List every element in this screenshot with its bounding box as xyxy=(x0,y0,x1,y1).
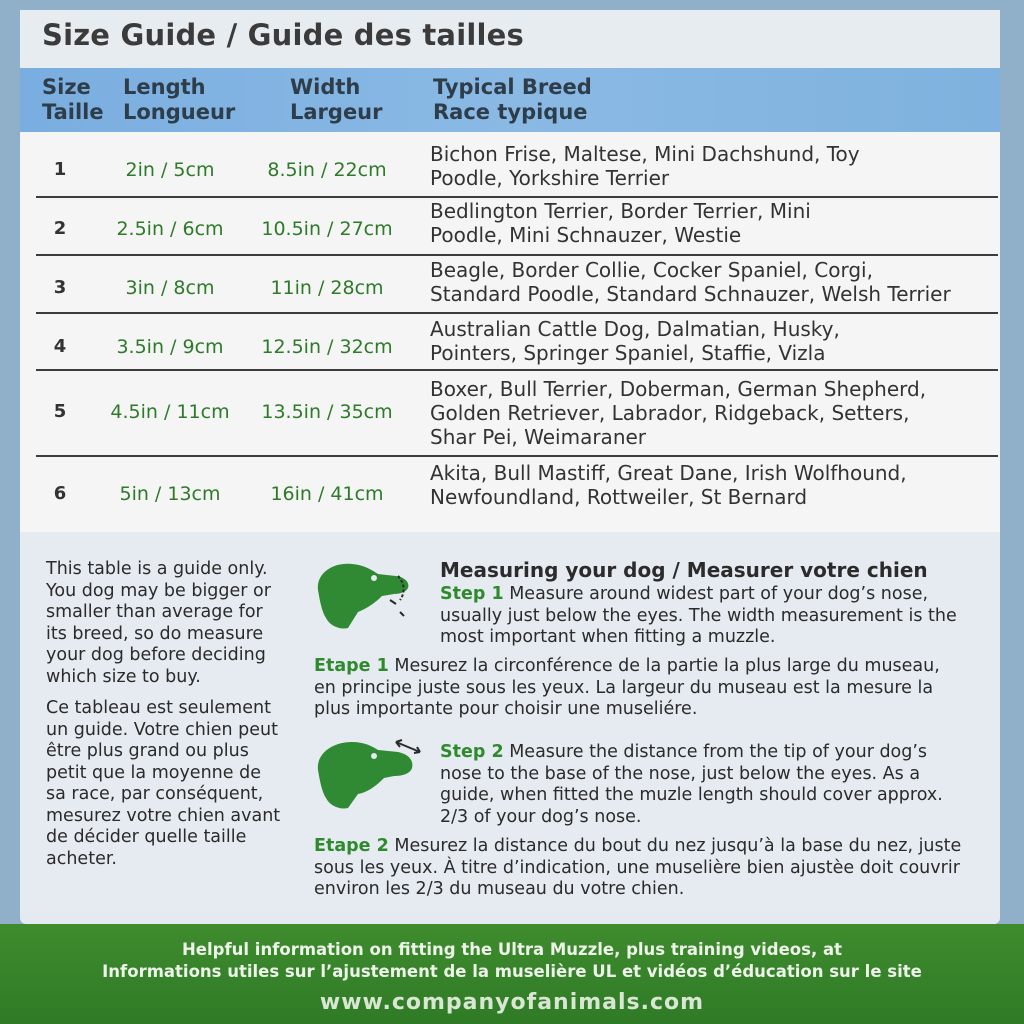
note-line: This table is a guide only. xyxy=(46,559,268,579)
note-line: petit que la moyenne de xyxy=(46,762,261,783)
footer-line-fr: Informations utiles sur l’ajustement de la muselière UL et vidéos d’éducation sur le site xyxy=(102,962,922,981)
cell-length: 2.5in / 6cm xyxy=(116,218,224,240)
step2-line: 2/3 of your dog’s nose. xyxy=(440,806,642,827)
header-width-en: Width xyxy=(290,75,361,99)
note-line: its breed, so do measure xyxy=(46,623,264,644)
step2-line: nose to the base of the nose, just below the eyes. As a xyxy=(440,763,921,784)
cell-size: 3 xyxy=(53,277,67,298)
measuring-title: Measuring your dog / Measurer votre chien xyxy=(440,558,928,582)
dog-head-length-icon xyxy=(314,736,428,812)
note-line: de décider quelle taille xyxy=(46,827,247,847)
header-length xyxy=(123,75,235,125)
cell-breed xyxy=(430,317,990,365)
breed-line: Poodle, Mini Schnauzer, Westie xyxy=(430,223,742,247)
note-line: your dog before deciding xyxy=(46,645,266,665)
cell-size: 4 xyxy=(53,336,67,357)
cell-width: 12.5in / 32cm xyxy=(261,336,393,358)
header-size-fr: Taille xyxy=(42,100,104,124)
note-line: You dog may be bigger or xyxy=(46,580,271,601)
size-table xyxy=(20,132,1000,532)
header-breed-en: Typical Breed xyxy=(433,75,592,99)
etape2-line: Mesurez la distance du bout du nez jusqu’à la base du nez, juste xyxy=(388,836,962,856)
header-breed-fr: Race typique xyxy=(433,100,588,124)
footer-url: www.companyofanimals.com xyxy=(319,990,705,1015)
note-line: acheter. xyxy=(46,848,117,869)
cell-width: 8.5in / 22cm xyxy=(267,159,387,181)
cell-breed xyxy=(430,377,990,449)
etape2-text xyxy=(314,836,1004,901)
page-title: Size Guide / Guide des tailles xyxy=(42,18,524,52)
cell-length: 3in / 8cm xyxy=(125,277,215,299)
etape2-line: environ les 2/3 du museau du votre chien. xyxy=(314,879,685,899)
etape2-line: sous les yeux. À titre d’indication, une muselière bien ajustèe doit couvrir xyxy=(314,857,960,878)
cell-breed xyxy=(430,142,990,190)
cell-breed xyxy=(430,199,990,247)
table-row xyxy=(20,198,1000,254)
note-line: sa race, par conséquent, xyxy=(46,784,264,804)
breed-line: Bichon Frise, Maltese, Mini Dachshund, Toy xyxy=(430,142,860,166)
note-line: mesurez votre chien avant xyxy=(46,805,281,826)
dog-head-width-icon xyxy=(312,556,424,634)
etape1-line: plus importante pour choisir une museliére. xyxy=(314,699,698,719)
header-length-fr: Longueur xyxy=(123,100,236,124)
cell-breed xyxy=(430,461,990,509)
note-line: smaller than average for xyxy=(46,602,263,622)
cell-length: 4.5in / 11cm xyxy=(110,401,230,423)
step1-line: Measure around widest part of your dog’s nose, xyxy=(503,584,929,604)
etape2-label: Etape 2 xyxy=(314,836,389,856)
cell-size: 5 xyxy=(53,401,67,422)
cell-width: 10.5in / 27cm xyxy=(261,218,393,240)
cell-size: 6 xyxy=(53,483,67,504)
breed-line: Shar Pei, Weimaraner xyxy=(430,425,647,449)
etape1-line: Mesurez la circonférence de la partie la plus large du museau, xyxy=(388,656,940,676)
header-breed xyxy=(433,75,592,125)
guide-note-fr xyxy=(46,698,304,870)
table-row xyxy=(20,457,1000,517)
etape1-label: Etape 1 xyxy=(314,656,389,676)
table-row xyxy=(20,140,1000,194)
breed-line: Australian Cattle Dog, Dalmatian, Husky, xyxy=(430,317,840,341)
note-line: which size to buy. xyxy=(46,666,201,687)
step1-line: most important when fitting a muzzle. xyxy=(440,627,776,647)
step2-label: Step 2 xyxy=(440,742,504,762)
table-row xyxy=(20,371,1000,453)
step1-label: Step 1 xyxy=(440,584,504,604)
breed-line: Akita, Bull Mastiff, Great Dane, Irish Wolfhound, xyxy=(430,461,907,485)
cell-breed xyxy=(430,258,990,306)
breed-line: Poodle, Yorkshire Terrier xyxy=(430,166,670,190)
note-line: Ce tableau est seulement xyxy=(46,698,271,718)
breed-line: Bedlington Terrier, Border Terrier, Mini xyxy=(430,199,811,223)
cell-size: 1 xyxy=(53,159,67,180)
header-size xyxy=(42,75,104,125)
footer-line-en: Helpful information on fitting the Ultra Muzzle, plus training videos, at xyxy=(182,940,842,959)
cell-size: 2 xyxy=(53,218,67,239)
step2-line: Measure the distance from the tip of your dog’s xyxy=(503,742,928,762)
etape1-text xyxy=(314,656,994,721)
step1-text xyxy=(440,584,990,649)
breed-line: Golden Retriever, Labrador, Ridgeback, Setters, xyxy=(430,401,910,425)
header-length-en: Length xyxy=(123,75,206,99)
table-row xyxy=(20,314,1000,370)
breed-line: Boxer, Bull Terrier, Doberman, German Shepherd, xyxy=(430,377,927,401)
breed-line: Beagle, Border Collie, Cocker Spaniel, Corgi, xyxy=(430,258,873,282)
header-size-en: Size xyxy=(42,75,91,99)
cell-width: 16in / 41cm xyxy=(270,483,384,505)
breed-line: Pointers, Springer Spaniel, Staffie, Vizla xyxy=(430,341,826,365)
cell-length: 3.5in / 9cm xyxy=(116,336,224,358)
guide-note-en xyxy=(46,559,304,688)
step2-line: guide, when fitted the muzle length should cover approx. xyxy=(440,785,943,805)
header-width-fr: Largeur xyxy=(290,100,383,124)
note-line: un guide. Votre chien peut xyxy=(46,719,278,740)
cell-length: 2in / 5cm xyxy=(125,159,215,181)
step1-line: usually just below the eyes. The width measurement is the xyxy=(440,605,957,626)
table-row xyxy=(20,256,1000,312)
footer-banner xyxy=(0,924,1024,1024)
etape1-line: en principe juste sous les yeux. La largeur du museau est la mesure la xyxy=(314,677,934,698)
breed-line: Newfoundland, Rottweiler, St Bernard xyxy=(430,485,808,509)
note-line: être plus grand ou plus xyxy=(46,741,249,761)
cell-width: 13.5in / 35cm xyxy=(261,401,393,423)
step2-text xyxy=(440,742,990,828)
header-width xyxy=(290,75,383,125)
cell-width: 11in / 28cm xyxy=(270,277,384,299)
cell-length: 5in / 13cm xyxy=(119,483,221,505)
breed-line: Standard Poodle, Standard Schnauzer, Welsh Terrier xyxy=(430,282,951,306)
